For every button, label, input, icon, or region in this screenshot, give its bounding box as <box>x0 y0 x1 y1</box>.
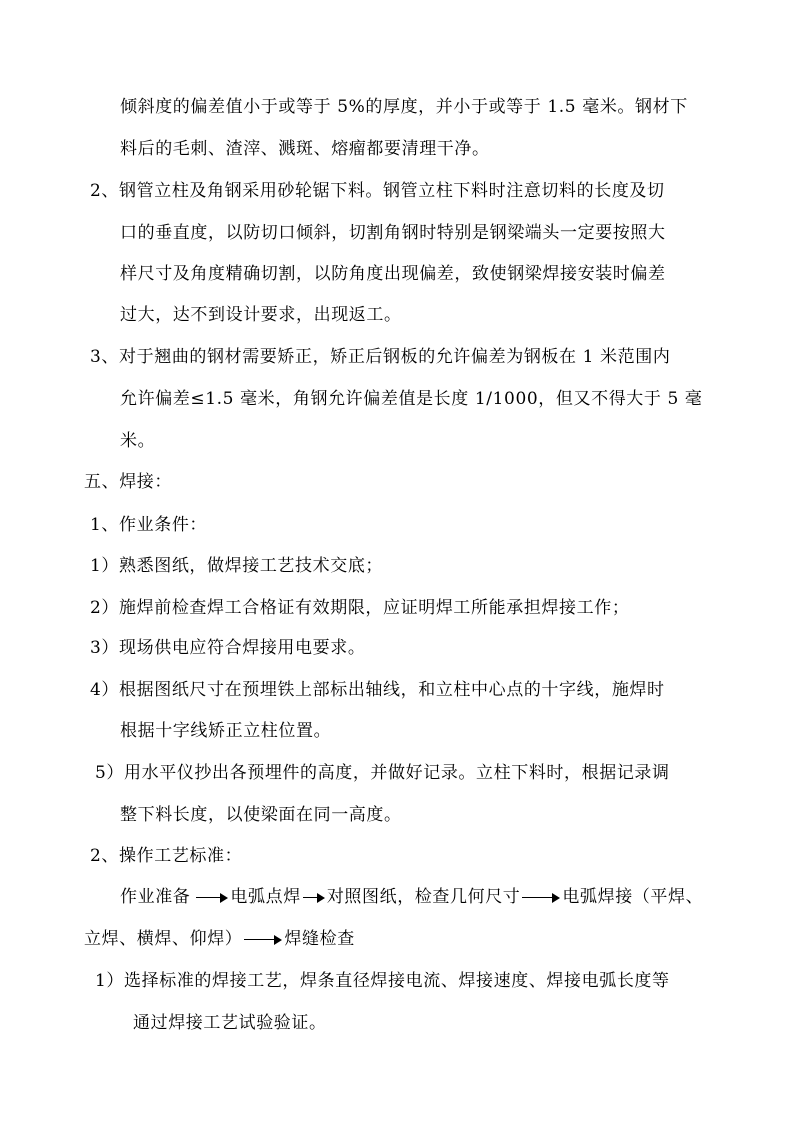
paragraph-line: 样尺寸及角度精确切割，以防角度出现偏差，致使钢梁焊接安装时偏差 <box>120 264 666 284</box>
flow-step: 电弧点焊 <box>230 887 301 907</box>
list-item: 1）熟悉图纸，做焊接工艺技术交底； <box>90 556 384 576</box>
list-item: 1）选择标准的焊接工艺，焊条直径焊接电流、焊接速度、焊接电弧长度等 <box>95 971 670 991</box>
paragraph-line: 米。 <box>120 431 156 451</box>
paragraph-line: 口的垂直度，以防切口倾斜，切割角钢时特别是钢梁端头一定要按照大 <box>120 223 666 243</box>
flow-step: 对照图纸，检查几何尺寸 <box>326 887 521 907</box>
list-item: 4）根据图纸尺寸在预埋铁上部标出轴线，和立柱中心点的十字线，施焊时 <box>90 680 665 700</box>
list-item-continuation: 通过焊接工艺试验验证。 <box>133 1013 327 1033</box>
section-heading: 五、焊接： <box>84 472 172 492</box>
paragraph-line: 2、钢管立柱及角钢采用砂轮锯下料。钢管立柱下料时注意切料的长度及切 <box>90 181 665 201</box>
list-item: 2）施焊前检查焊工合格证有效期限，应证明焊工所能承担焊接工作； <box>90 598 630 618</box>
flow-step: 电弧焊接（平焊、 <box>562 887 704 907</box>
paragraph-line: 允许偏差≤1.5 毫米，角钢允许偏差值是长度 1/1000，但又不得大于 5 毫 <box>120 389 703 409</box>
arrow-right-icon <box>244 935 282 945</box>
paragraph-line: 过大，达不到设计要求，出现返工。 <box>120 305 402 325</box>
paragraph-line: 倾斜度的偏差值小于或等于 5%的厚度，并小于或等于 1.5 毫米。钢材下 <box>120 97 688 117</box>
subsection-heading: 1、作业条件： <box>90 515 208 535</box>
list-item: 3）现场供电应符合焊接用电要求。 <box>90 638 366 658</box>
process-flow-line <box>84 928 355 950</box>
list-item: 5）用水平仪抄出各预埋件的高度，并做好记录。立柱下料时，根据记录调 <box>95 763 670 783</box>
arrow-right-icon <box>196 893 228 903</box>
arrow-right-icon <box>303 893 325 903</box>
paragraph-line: 料后的毛刺、渣滓、溅斑、熔瘤都要清理干净。 <box>120 139 490 159</box>
flow-step: 立焊、横焊、仰焊） <box>84 929 243 949</box>
flow-step: 作业准备 <box>120 887 191 907</box>
process-flow-line <box>120 886 703 908</box>
arrow-right-icon <box>522 893 560 903</box>
flow-step: 焊缝检查 <box>284 929 355 949</box>
list-item-continuation: 根据十字线矫正立柱位置。 <box>120 721 332 741</box>
paragraph-line: 3、对于翘曲的钢材需要矫正，矫正后钢板的允许偏差为钢板在 1 米范围内 <box>90 347 671 367</box>
subsection-heading: 2、操作工艺标准： <box>90 846 243 866</box>
list-item-continuation: 整下料长度，以使梁面在同一高度。 <box>120 805 402 825</box>
